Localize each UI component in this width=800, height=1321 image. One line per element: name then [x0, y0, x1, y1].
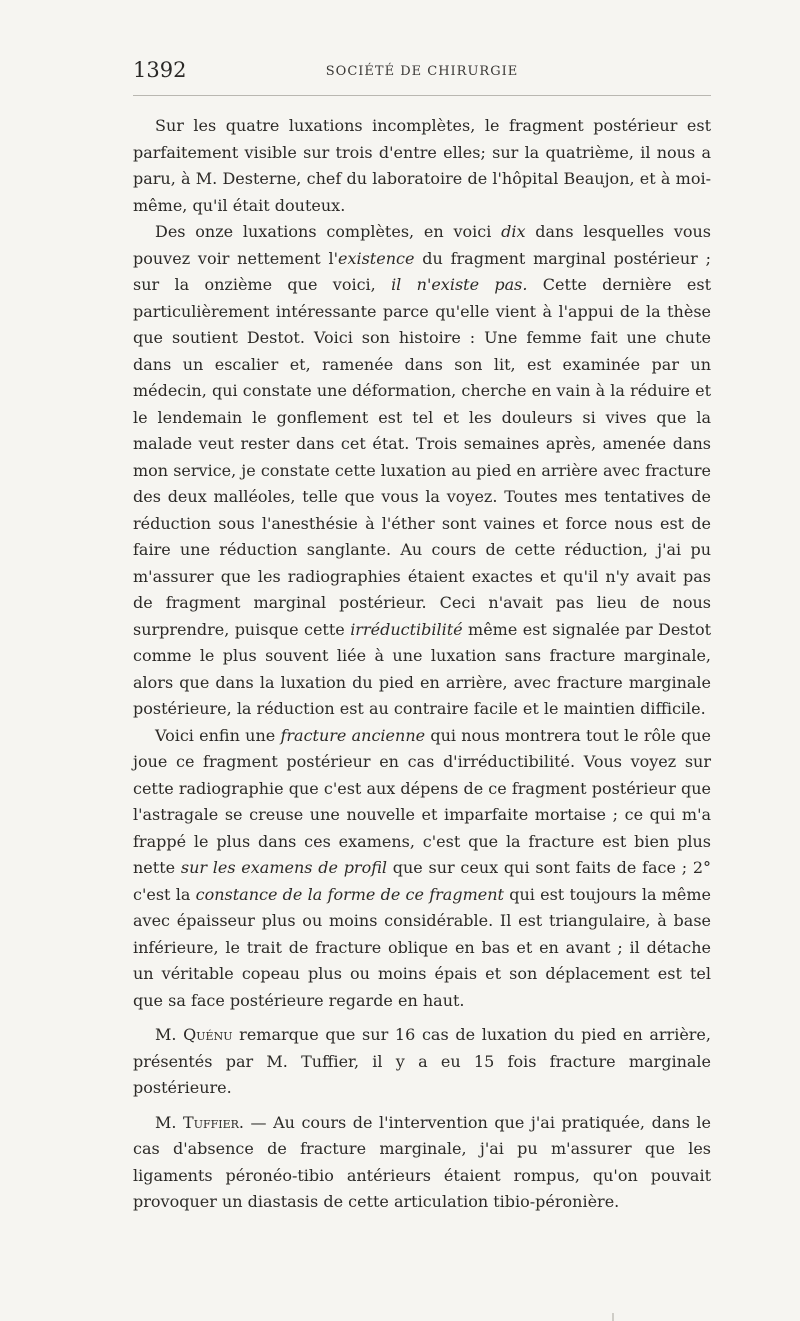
text-run: même est signalée par Destot comme le plus souvent liée à une luxation sans fracture marginale, alors que dans la luxation du pied en arrière, avec fracture marginale postérieure, la réduction est au contraire facile et le maintien difficile. — [133, 619, 712, 718]
speaker-name: Quénu — [183, 1025, 233, 1044]
text-run: Voici enfin une — [155, 725, 281, 745]
italic-text: dix — [501, 222, 526, 241]
paragraph: Sur les quatre luxations incomplètes, le fragment postérieur est parfaitement visible sur trois d'entre elles; sur la quatrième, il nous a paru, à M. Desterne, chef du laboratoire de l'hôpital Beaujon, et à moi-même, qu'il était douteux. — [133, 116, 711, 215]
italic-text: il n'existe pas. — [391, 275, 528, 294]
text-run: qui nous montrera tout le rôle que joue ce fragment postérieur en cas d'irréductibilité. Vous voyez sur cette radiographie que c'est aux dépens de ce fragment postérieur que l'astragale se creuse une nouvelle et imparfaite mortaise ; ce qui m'a frappé le plus dans ces examens, c'est que la fracture est bien plus nette — [133, 725, 712, 877]
paragraph — [133, 1110, 711, 1216]
text-run: . — Au cours de l'intervention que j'ai pratiquée, dans le cas d'absence de fracture marginale, j'ai pu m'assurer que les ligaments péronéo-tibio antérieurs étaient rompus, qu'on pouvait provoquer un diastasis de cette articulation tibio-péronière. — [133, 1112, 711, 1211]
italic-text: irréductibilité — [350, 619, 463, 639]
header-divider — [133, 95, 711, 96]
text-run: qui est toujours la même avec épaisseur plus ou moins considérable. Il est triangulaire, à base inférieure, le trait de fracture oblique en bas et en avant ; il détache un véritable copeau plus ou moins épais et son déplacement est tel que sa face postérieure regarde en haut. — [133, 884, 711, 1010]
body-text — [133, 113, 711, 1216]
speaker-prefix: M. — [155, 1112, 184, 1132]
text-run: Cette dernière est particulièrement intéressante parce qu'elle vient à l'appui de la thèse que soutient Destot. Voici son histoire : Une femme fait une chute dans un escalier et, ramenée dans son lit, est examinée par un médecin, qui constate une déformation, cherche en vain à la réduire et le lendemain le gonflement est tel et les douleurs si vives que la malade veut rester dans cet état. Trois semaines après, amenée dans mon service, je constate cette luxation au pied en arrière avec fracture des deux malléoles, telle que vous la voyez. Toutes mes tentatives de réduction sous l'anesthésie à l'éther sont vaines et force nous est de faire une réduction sanglante. Au cours de cette réduction, j'ai pu m'assurer que les radiographies étaient exactes et qu'il n'y avait pas de fragment marginal postérieur. Ceci n'avait pas lieu de nous surprendre, puisque cette — [133, 275, 711, 639]
italic-text: constance de la forme de ce fragment — [195, 884, 504, 904]
paragraph — [133, 219, 711, 723]
running-title: SOCIÉTÉ DE CHIRURGIE — [325, 64, 519, 79]
italic-text: sur les examens de profil — [180, 858, 388, 877]
text-run: remarque que sur 16 cas de luxation du pied en arrière, présentés par M. Tuffier, il y a eu 15 fois fracture marginale postérieure. — [133, 1025, 711, 1097]
running-head — [133, 58, 711, 88]
text-run: que sur ceux qui sont faits de face ; 2° c'est la — [133, 858, 712, 904]
italic-text: fracture ancienne — [280, 725, 426, 745]
paragraph — [133, 723, 711, 1015]
text-run: du fragment marginal postérieur ; sur la onzième que voici, — [133, 248, 711, 294]
italic-text: existence — [337, 248, 415, 268]
page-number: 1392 — [133, 58, 187, 82]
paragraph — [133, 1022, 711, 1102]
speaker-name: Tuffier — [183, 1112, 239, 1132]
scan-artifact — [612, 1313, 614, 1321]
text-run: dans lesquelles vous pouvez voir nettement l' — [133, 222, 712, 268]
text-run: Des onze luxations complètes, en voici — [155, 222, 502, 241]
speaker-prefix: M. — [155, 1025, 184, 1044]
